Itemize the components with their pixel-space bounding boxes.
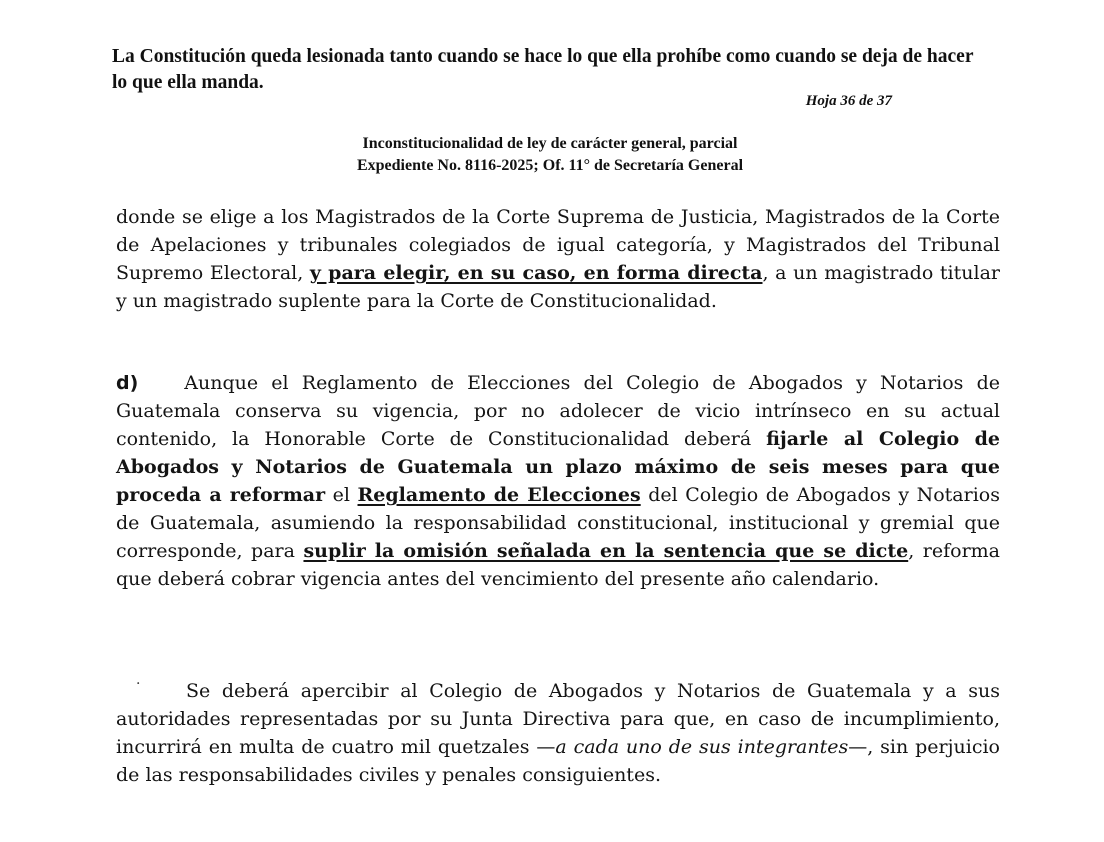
paragraph-text: Se deberá apercibir al Colegio de Abogados y Notarios de Guatemala y a sus autoridades representadas por su Junta Directiva para que, en caso de incumplimiento, incurrirá en multa de cuatro mil quetzales — bbox=[116, 680, 1000, 758]
constitution-motto: La Constitución queda lesionada tanto cuando se hace lo que ella prohíbe como cuando se deja de hacer lo que ella manda. bbox=[112, 46, 974, 93]
emphasis-italic: a cada uno de sus integrantes bbox=[555, 736, 849, 758]
case-header bbox=[200, 133, 900, 177]
emphasis-underlined: suplir la omisión señalada en la sentencia que se dicte bbox=[303, 540, 909, 562]
paragraph-text: Aunque el Reglamento de Elecciones del Colegio de Abogados y Notarios de Guatemala conserva su vigencia, por no adolecer de vicio intrínseco en su actual contenido, la Honorable Corte de Constitucionalidad deberá bbox=[116, 372, 1000, 450]
paragraph-text: el bbox=[325, 484, 358, 506]
emphasis-bold: fijarle al Colegio de Abogados y Notarios de Guatemala un plazo máximo de seis meses para que proceda a reformar bbox=[116, 428, 1000, 506]
bullet-mark: · bbox=[136, 676, 141, 692]
paragraph-text: —, sin perjuicio de las responsabilidades civiles y penales consiguientes. bbox=[116, 736, 1000, 786]
paragraph-warning bbox=[116, 677, 1000, 789]
case-title: Inconstitucionalidad de ley de carácter general, parcial bbox=[362, 135, 738, 152]
page-number: Hoja 36 de 37 bbox=[805, 93, 892, 109]
emphasis-underlined: y para elegir, en su caso, en forma directa bbox=[309, 262, 763, 284]
paragraph-text: del Colegio de Abogados y Notarios de Guatemala, asumiendo la responsabilidad constitucional, institucional y gremial que corresponde, para bbox=[116, 484, 1000, 562]
paragraph-continuation bbox=[116, 203, 1000, 315]
emphasis-underlined: Reglamento de Elecciones bbox=[357, 484, 641, 506]
paragraph-text: , reforma que deberá cobrar vigencia antes del vencimiento del presente año calendario. bbox=[116, 540, 1000, 590]
case-file-number: Expediente No. 8116-2025; Of. 11° de Secretaría General bbox=[356, 157, 744, 174]
paragraph-label: d) bbox=[116, 372, 139, 394]
paragraph-text: donde se elige a los Magistrados de la Corte Suprema de Justicia, Magistrados de la Corte de Apelaciones y tribunales colegiados de igual categoría, y Magistrados del Tribunal Supremo Electoral, bbox=[116, 206, 1000, 284]
paragraph-d bbox=[116, 369, 1000, 593]
paragraph-text: , a un magistrado titular y un magistrado suplente para la Corte de Constitucionalidad. bbox=[116, 262, 1000, 312]
